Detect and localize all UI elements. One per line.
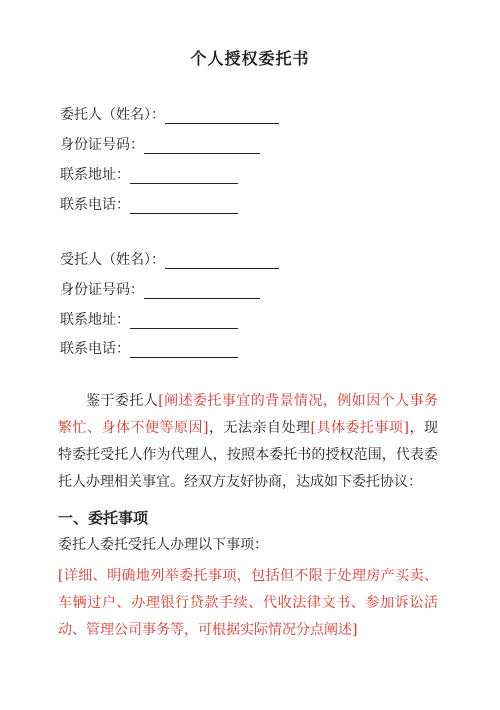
agent-id-blank	[144, 284, 260, 299]
agent-phone-label: 联系电话：	[60, 341, 130, 357]
intro-placeholder-matter: [具体委托事项]	[310, 420, 409, 436]
principal-id-field	[60, 136, 260, 154]
section-lead: 委托人委托受托人办理以下事项：	[58, 537, 268, 553]
agent-id-label: 身份证号码：	[60, 282, 144, 298]
section-heading: 一、委托事项	[58, 509, 149, 527]
agent-name-label: 受托人（姓名）：	[60, 252, 165, 268]
agent-address-label: 联系地址：	[60, 312, 130, 328]
intro-placeholder-reason: [阐述委托事宜的背景情况，例如因个人事务繁忙、身体不便等原因]	[58, 393, 439, 436]
agent-phone-field	[60, 340, 238, 358]
intro-text-2: ，无法亲自处理	[208, 420, 311, 436]
principal-phone-blank	[130, 199, 238, 214]
agent-name-field	[60, 251, 279, 269]
principal-address-blank	[130, 169, 238, 184]
principal-id-label: 身份证号码：	[60, 137, 144, 153]
principal-id-blank	[144, 139, 260, 154]
agent-id-field	[60, 281, 260, 299]
agent-address-field	[60, 311, 238, 329]
document-title: 个人授权委托书	[190, 49, 310, 68]
intro-paragraph	[58, 388, 438, 496]
agent-phone-blank	[130, 343, 238, 358]
agent-name-blank	[165, 254, 279, 269]
principal-name-blank	[165, 109, 279, 124]
section-detail-placeholder: [详细、明确地列举委托事项，包括但不限于处理房产买卖、车辆过户、办理银行贷款手续、代收法律文书、参加诉讼活动、管理公司事务等，可根据实际情况分点阐述]	[58, 568, 438, 638]
intro-text-1: 鉴于委托人	[86, 393, 159, 409]
principal-phone-field	[60, 196, 238, 214]
principal-name-label: 委托人（姓名）：	[60, 107, 165, 123]
principal-address-label: 联系地址：	[60, 167, 130, 183]
intro-text-3: ，现特委托受托人作为代理人，按照本委托书的授权范围，代表委托人办理相关事宜。经双方友好协商，达成如下委托协议：	[58, 420, 438, 490]
principal-name-field	[60, 106, 279, 124]
agent-address-blank	[130, 314, 238, 329]
principal-phone-label: 联系电话：	[60, 197, 130, 213]
principal-address-field	[60, 166, 238, 184]
